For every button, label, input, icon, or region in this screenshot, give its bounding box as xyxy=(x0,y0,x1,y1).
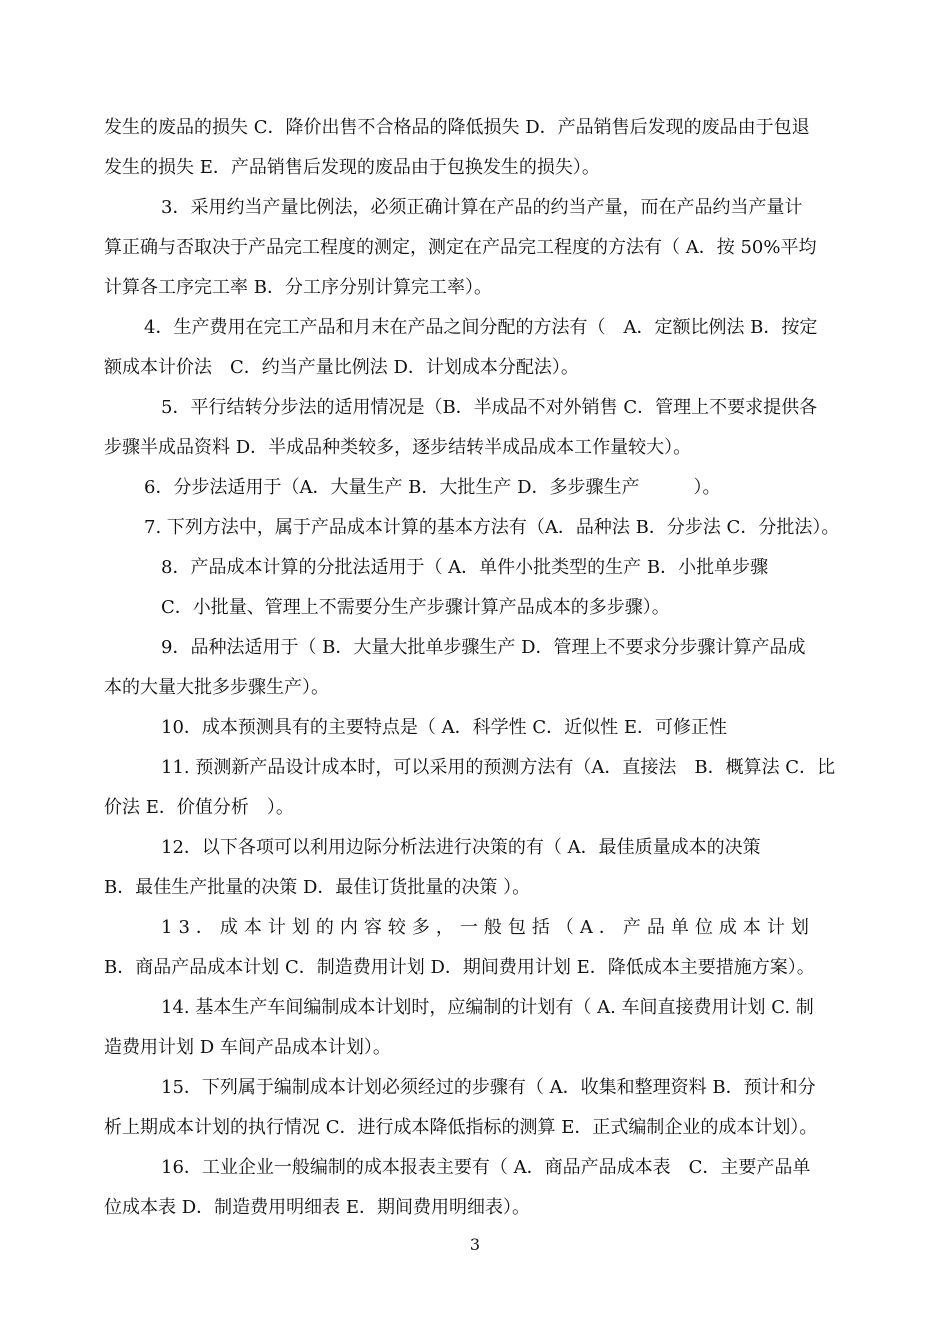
question-12 xyxy=(104,828,850,908)
question-14 xyxy=(104,988,850,1068)
text-line: B．商品产品成本计划 C．制造费用计划 D．期间费用计划 E．降低成本主要措施方案）。 xyxy=(104,957,815,978)
text-line: 9．品种法适用于（ B．大量大批单步骤生产 D．管理上不要求分步骤计算产品成 xyxy=(161,637,806,658)
question-11 xyxy=(104,748,850,828)
text-line: 3．采用约当产量比例法，必须正确计算在产品的约当产量，而在产品约当产量计 xyxy=(161,197,803,218)
text-line: 5．平行结转分步法的适用情况是（B．半成品不对外销售 C．管理上不要求提供各 xyxy=(161,397,818,418)
text-line: 10．成本预测具有的主要特点是（ A．科学性 C．近似性 E．可修正性 xyxy=(161,717,727,738)
text-line: 计算各工序完工率 B．分工序分别计算完工率）。 xyxy=(104,277,492,298)
text-line: 7. 下列方法中，属于产品成本计算的基本方法有（A．品种法 B．分步法 C．分批法）。 xyxy=(144,517,840,538)
text-line: 位成本表 D．制造费用明细表 E．期间费用明细表）。 xyxy=(104,1197,531,1218)
question-10 xyxy=(104,708,850,748)
text-line: 造费用计划 D 车间产品成本计划）。 xyxy=(104,1037,391,1058)
text-line: C．小批量、管理上不需要分生产步骤计算产品成本的多步骤）。 xyxy=(161,597,670,618)
text-line: 12．以下各项可以利用边际分析法进行决策的有（ A．最佳质量成本的决策 xyxy=(161,837,761,858)
text-line: 4．生产费用在完工产品和月末在产品之间分配的方法有（ A．定额比例法 B．按定 xyxy=(144,317,818,338)
page-number: 3 xyxy=(469,1235,481,1254)
question-13 xyxy=(104,908,850,988)
question-4 xyxy=(104,308,850,388)
text-line: 14. 基本生产车间编制成本计划时，应编制的计划有（ A. 车间直接费用计划 C. 制 xyxy=(161,997,814,1018)
text-line: 本的大量大批多步骤生产）。 xyxy=(104,677,329,698)
text-line: 8．产品成本计算的分批法适用于（ A．单件小批类型的生产 B．小批单步骤 xyxy=(161,557,769,578)
text-line: 额成本计价法 C．约当产量比例法 D．计划成本分配法）。 xyxy=(104,357,579,378)
text-line: 15．下列属于编制成本计划必须经过的步骤有（ A．收集和整理资料 B．预计和分 xyxy=(161,1077,816,1098)
question-15 xyxy=(104,1068,850,1148)
question-7 xyxy=(104,508,850,548)
question-6 xyxy=(104,468,850,508)
text-line: 16．工业企业一般编制的成本报表主要有（ A．商品产品成本表 C．主要产品单 xyxy=(161,1157,811,1178)
text-line: 发生的损失 E．产品销售后发现的废品由于包换发生的损失）。 xyxy=(104,157,600,178)
text-line: 价法 E．价值分析 ）。 xyxy=(104,797,294,818)
text-line: 6．分步法适用于（A．大量生产 B．大批生产 D．多步骤生产 ）。 xyxy=(144,477,721,498)
text-line: 析上期成本计划的执行情况 C．进行成本降低指标的测算 E．正式编制企业的成本计划）。 xyxy=(104,1117,818,1138)
text-line: 发生的废品的损失 C．降价出售不合格品的降低损失 D．产品销售后发现的废品由于包退 xyxy=(104,117,810,138)
question-16 xyxy=(104,1148,850,1228)
question-5 xyxy=(104,388,850,468)
question-9 xyxy=(104,628,850,708)
text-line: 算正确与否取决于产品完工程度的测定，测定在产品完工程度的方法有（ A．按 50%平均 xyxy=(104,237,817,258)
text-line: 步骤半成品资料 D．半成品种类较多，逐步结转半成品成本工作量较大）。 xyxy=(104,437,692,458)
paragraph-continuation xyxy=(104,108,850,188)
text-line: 11. 预测新产品设计成本时，可以采用的预测方法有（A．直接法 B．概算法 C．比 xyxy=(161,757,836,778)
question-8 xyxy=(104,548,850,628)
question-3 xyxy=(104,188,850,308)
text-line: B．最佳生产批量的决策 D．最佳订货批量的决策 ）。 xyxy=(104,877,531,898)
text-line: 13．成本计划的内容较多，一般包括（A．产品单位成本计划 xyxy=(161,917,815,938)
